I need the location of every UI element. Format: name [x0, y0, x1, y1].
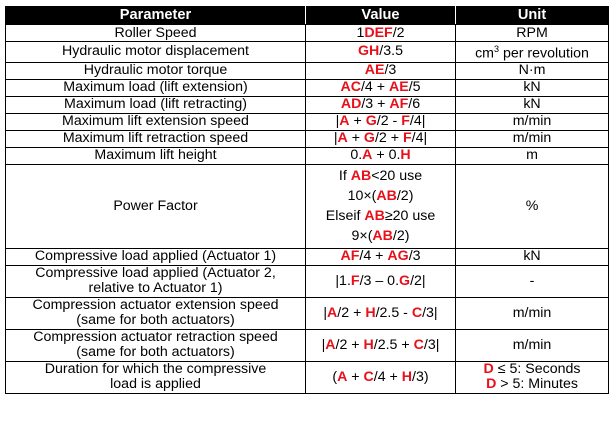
value-part: H [401, 368, 413, 385]
value-cell [306, 79, 456, 96]
value-part: /4 + [373, 368, 402, 385]
value-part: /3 [408, 248, 421, 265]
value-part: AF [389, 96, 409, 113]
unit-part: ≤ 5: Seconds [493, 361, 581, 378]
parameter-line: (same for both actuators) [76, 312, 235, 329]
value-part: A [337, 130, 348, 147]
table-row [6, 113, 609, 130]
parameter-line: Compression actuator extension speed [32, 297, 279, 314]
value-part: /6 [408, 96, 421, 113]
header-unit: Unit [456, 7, 609, 25]
value-part: AE [364, 62, 385, 79]
parameter-cell: Hydraulic motor displacement [6, 42, 306, 63]
value-part: AB [376, 188, 397, 205]
value-line [308, 166, 453, 186]
parameter-line: Compressive load applied (Actuator 2, [35, 265, 276, 282]
parameter-cell: Roller Speed [6, 25, 306, 42]
value-part: AB [364, 208, 385, 225]
value-part: AD [340, 96, 362, 113]
value-part: /4 + [359, 248, 388, 265]
value-part: F [401, 113, 410, 130]
parameter-cell: Hydraulic motor torque [6, 62, 306, 79]
value-cell [306, 297, 456, 329]
unit-base: cm [475, 45, 494, 62]
value-cell [306, 113, 456, 130]
table-row [6, 42, 609, 63]
value-part: /2) [396, 188, 414, 205]
table-row [6, 164, 609, 248]
value-part: AB [350, 168, 372, 185]
header-value: Value [306, 7, 456, 25]
value-part: H [363, 336, 374, 353]
value-part: F [402, 130, 412, 147]
value-part: /4 + [360, 79, 389, 96]
value-cell [306, 329, 456, 361]
value-part: /3 + [361, 96, 390, 113]
value-part: C [363, 368, 374, 385]
value-part: A [327, 304, 338, 321]
value-cell [306, 62, 456, 79]
table-row [6, 248, 609, 265]
value-part: /3 – 0. [359, 272, 400, 289]
unit-cell: kN [456, 79, 609, 96]
value-line [308, 186, 453, 206]
value-part: /2) [392, 228, 410, 245]
value-line [308, 226, 453, 246]
value-cell [306, 361, 456, 393]
value-part: C [411, 304, 423, 321]
unit-cell: m [456, 147, 609, 164]
value-part: Elseif [325, 208, 365, 225]
table-row [6, 25, 609, 42]
value-part: /2.5 + [373, 336, 414, 353]
table-row [6, 62, 609, 79]
value-part: If [338, 168, 351, 185]
value-part: A [325, 336, 336, 353]
parameter-cell: Maximum lift extension speed [6, 113, 306, 130]
value-part: /3) [412, 368, 429, 385]
unit-superscript: 3 [494, 44, 500, 54]
parameter-cell: Power Factor [6, 164, 306, 248]
value-cell [306, 96, 456, 113]
value-part: A [339, 113, 350, 130]
value-part: | [335, 113, 340, 130]
value-part: /3 [384, 62, 397, 79]
value-part: /2 + [374, 130, 403, 147]
unit-part: D [483, 361, 494, 378]
value-part: AF [340, 248, 360, 265]
value-part: <20 use [371, 168, 423, 185]
value-part: ( [332, 368, 338, 385]
unit-line [458, 362, 606, 377]
unit-part: > 5: Minutes [496, 376, 578, 393]
table-row [6, 96, 609, 113]
value-part: G [365, 113, 377, 130]
unit-cell: RPM [456, 25, 609, 42]
value-part: AB [372, 228, 393, 245]
value-part: + [347, 368, 364, 385]
value-part: AG [387, 248, 409, 265]
parameter-line: Duration for which the compressive [44, 361, 267, 378]
value-part: GH [358, 43, 380, 60]
value-part: H [400, 147, 411, 164]
unit-cell: kN [456, 96, 609, 113]
unit-cell: m/min [456, 130, 609, 147]
parameter-line: Compression actuator retraction speed [33, 329, 278, 346]
parameter-cell: Maximum lift height [6, 147, 306, 164]
unit-suffix: per revolution [499, 45, 589, 62]
unit-cell: m/min [456, 113, 609, 130]
header-parameter: Parameter [6, 7, 306, 25]
value-part: /3| [422, 304, 438, 321]
value-part: AE [388, 79, 409, 96]
unit-cell: kN [456, 248, 609, 265]
unit-cell [456, 42, 609, 63]
table-row [6, 79, 609, 96]
value-cell [306, 248, 456, 265]
value-part: AC [340, 79, 361, 96]
value-part: 1 [356, 24, 365, 41]
value-cell [306, 42, 456, 63]
parameter-line: load is applied [110, 376, 201, 393]
parameter-cell [6, 265, 306, 297]
table-row [6, 361, 609, 393]
parameter-cell: Compressive load applied (Actuator 1) [6, 248, 306, 265]
value-part: /2 + [337, 304, 366, 321]
value-part: /4| [411, 130, 428, 147]
table-row [6, 147, 609, 164]
value-part: + 0. [372, 147, 401, 164]
value-cell [306, 164, 456, 248]
value-part: /2| [410, 272, 426, 289]
unit-part: D [486, 376, 497, 393]
value-part: /2.5 - [375, 304, 412, 321]
value-part: G [363, 130, 375, 147]
value-part: + [347, 130, 364, 147]
table-row [6, 130, 609, 147]
unit-cell: % [456, 164, 609, 248]
value-part: H [365, 304, 376, 321]
value-part: 0. [350, 147, 363, 164]
value-part: A [362, 147, 373, 164]
parameter-table [5, 6, 609, 394]
value-part: /4| [409, 113, 426, 130]
parameter-cell [6, 361, 306, 393]
value-part: /2 + [335, 336, 364, 353]
unit-line [458, 377, 606, 392]
parameter-cell [6, 329, 306, 361]
value-part: |1. [335, 272, 351, 289]
value-part: DEF [364, 24, 393, 41]
value-part: F [350, 272, 360, 289]
table-row [6, 265, 609, 297]
value-part: /2 [392, 24, 405, 41]
unit-cell: m/min [456, 297, 609, 329]
unit-cell: m/min [456, 329, 609, 361]
value-part: A [337, 368, 348, 385]
value-part: /2 - [376, 113, 402, 130]
value-part: /5 [408, 79, 421, 96]
parameter-cell: Maximum lift retraction speed [6, 130, 306, 147]
parameter-line: (same for both actuators) [76, 344, 235, 361]
value-cell [306, 147, 456, 164]
value-cell [306, 130, 456, 147]
value-cell [306, 265, 456, 297]
parameter-line: relative to Actuator 1) [88, 280, 223, 297]
table-row [6, 297, 609, 329]
value-part: G [399, 272, 411, 289]
value-part: ≥20 use [384, 208, 436, 225]
value-cell [306, 25, 456, 42]
value-line [308, 206, 453, 226]
value-part: /3| [423, 336, 440, 353]
value-part: | [333, 130, 338, 147]
value-part: | [321, 336, 326, 353]
parameter-cell: Maximum load (lift retracting) [6, 96, 306, 113]
unit-cell: - [456, 265, 609, 297]
value-part: 9×( [351, 228, 373, 245]
value-part: | [323, 304, 328, 321]
unit-cell: N·m [456, 62, 609, 79]
value-part: + [349, 113, 366, 130]
value-part: 10×( [347, 188, 377, 205]
parameter-cell: Maximum load (lift extension) [6, 79, 306, 96]
unit-cell [456, 361, 609, 393]
parameter-cell [6, 297, 306, 329]
header-row [6, 7, 609, 25]
value-part: C [413, 336, 424, 353]
table-row [6, 329, 609, 361]
value-part: /3.5 [379, 43, 403, 60]
